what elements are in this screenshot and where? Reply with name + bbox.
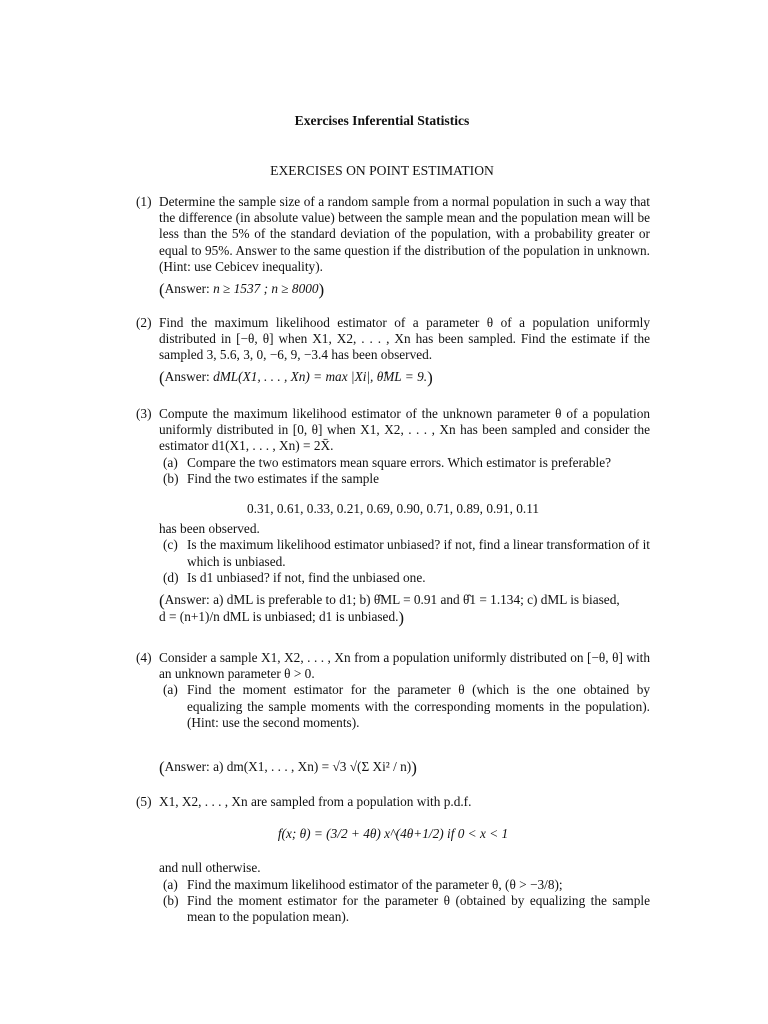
sub-question-text: Compare the two estimators mean square errors. Which estimator is preferable? xyxy=(187,454,611,470)
section-heading: EXERCISES ON POINT ESTIMATION xyxy=(270,163,494,178)
exercise-4 xyxy=(136,650,650,776)
sub-question-text: Find the moment estimator for the parameter θ (obtained by equalizing the sample mean to the population mean). xyxy=(187,892,650,925)
exercise-5 xyxy=(136,794,650,925)
document-title: Exercises Inferential Statistics xyxy=(294,113,470,128)
exercise-answer: (Answer: a) dML is preferable to d1; b) θ̂ML = 0.91 and θ̂1 = 1.134; c) dML is biased, d = (n+1)/n dML is unbiased; d1 is unbiased.) xyxy=(159,591,620,628)
sub-question xyxy=(163,537,650,569)
exercise-number: (5) xyxy=(136,794,152,809)
formula-note: and null otherwise. xyxy=(159,860,261,876)
exercise-1 xyxy=(136,194,650,298)
exercise-text: Determine the sample size of a random sample from a normal population in such a way that the difference (in absolute value) between the sample mean and the population mean will be less than the 5% of the standard deviation of the population, with a probability greater or equal to 95%. Answer to the same question if the distribution of the population in unknown. (Hint: use Cebicev inequality). xyxy=(159,194,650,274)
exercise-3 xyxy=(136,406,650,626)
sub-question-list xyxy=(163,877,650,926)
sub-question xyxy=(163,471,650,487)
exercise-2 xyxy=(136,315,650,386)
sub-question-label: (a) xyxy=(163,682,178,698)
exercise-number: (3) xyxy=(136,406,152,421)
sub-question xyxy=(163,877,650,893)
exercise-text: X1, X2, . . . , Xn are sampled from a population with p.d.f. xyxy=(159,794,472,809)
sub-question-label: (c) xyxy=(163,537,178,553)
exercise-answer: (Answer: n ≥ 1537 ; n ≥ 8000) xyxy=(159,280,325,300)
sub-question-label: (d) xyxy=(163,569,179,585)
sub-question-text: Find the two estimates if the sample xyxy=(187,470,380,486)
sub-question-text: Is d1 unbiased? if not, find the unbiased one. xyxy=(187,569,426,585)
answer-prefix: Answer: xyxy=(164,368,210,384)
answer-line-2: d = (n+1)/n dML is unbiased; d1 is unbiased. xyxy=(159,609,399,625)
exercise-number: (1) xyxy=(136,194,152,209)
sub-question-text: Is the maximum likelihood estimator unbiased? if not, find a linear transformation of it which is unbiased. xyxy=(187,537,650,569)
sub-question xyxy=(163,682,650,731)
answer-value: dML(X1, . . . , Xn) = max |Xi|, θ̂ML = 9. xyxy=(213,368,428,384)
sub-question-label: (b) xyxy=(163,470,179,486)
sub-question-label: (a) xyxy=(163,876,178,892)
answer-prefix: Answer: xyxy=(164,759,210,775)
answer-prefix: Answer: xyxy=(164,592,210,608)
exercise-answer: (Answer: dML(X1, . . . , Xn) = max |Xi|, θ̂ML = 9.) xyxy=(159,367,433,387)
answer-value: n ≥ 1537 ; n ≥ 8000 xyxy=(213,281,319,297)
sub-question-label: (a) xyxy=(163,454,178,470)
sub-question-list xyxy=(163,682,650,731)
sub-question xyxy=(163,570,650,586)
exercise-text: Consider a sample X1, X2, . . . , Xn from a population uniformly distributed on [−θ, θ] with an unknown parameter θ > 0. xyxy=(159,650,650,682)
answer-prefix: Answer: xyxy=(164,281,210,297)
sub-question xyxy=(163,893,650,925)
answer-value: a) dm(X1, . . . , Xn) = √3 √(Σ Xi² / n) xyxy=(213,759,412,775)
answer-line-1: a) dML is preferable to d1; b) θ̂ML = 0.91 and θ̂1 = 1.134; c) dML is biased, xyxy=(213,592,620,608)
exercise-text: Find the maximum likelihood estimator of a parameter θ of a population uniformly distributed in [−θ, θ] when X1, X2, . . . , Xn has been sampled. Find the estimate if the sampled 3, 5.6, 3, 0, −6, 9, −3.4 has been observed. xyxy=(159,315,650,363)
sample-values: 0.31, 0.61, 0.33, 0.21, 0.69, 0.90, 0.71, 0.89, 0.91, 0.11 xyxy=(246,501,540,517)
sub-question-list xyxy=(163,455,650,487)
exercise-number: (2) xyxy=(136,315,152,330)
exercise-answer: (Answer: a) dm(X1, . . . , Xn) = √3 √(Σ Xi² / n)) xyxy=(159,758,417,778)
sub-question-text: Find the moment estimator for the parameter θ (which is the one obtained by equalizing the sample moments with the corresponding moments in the population). (Hint: use the second moments). xyxy=(187,682,650,730)
pdf-formula: f(x; θ) = (3/2 + 4θ) x^(4θ+1/2) if 0 < x < 1 xyxy=(277,826,509,842)
exercise-number: (4) xyxy=(136,650,152,665)
sub-question-label: (b) xyxy=(163,892,179,908)
sub-question-list xyxy=(163,537,650,586)
exercise-text: Compute the maximum likelihood estimator of the unknown parameter θ of a population uniformly distributed in [0, θ] when X1, X2, . . . , Xn has been sampled and consider the estimator d1(X1, . . . , Xn) = 2X̄. xyxy=(159,406,650,454)
sample-note: has been observed. xyxy=(159,521,260,537)
sub-question xyxy=(163,455,650,471)
sub-question-text: Find the maximum likelihood estimator of the parameter θ, (θ > −3/8); xyxy=(187,876,563,892)
